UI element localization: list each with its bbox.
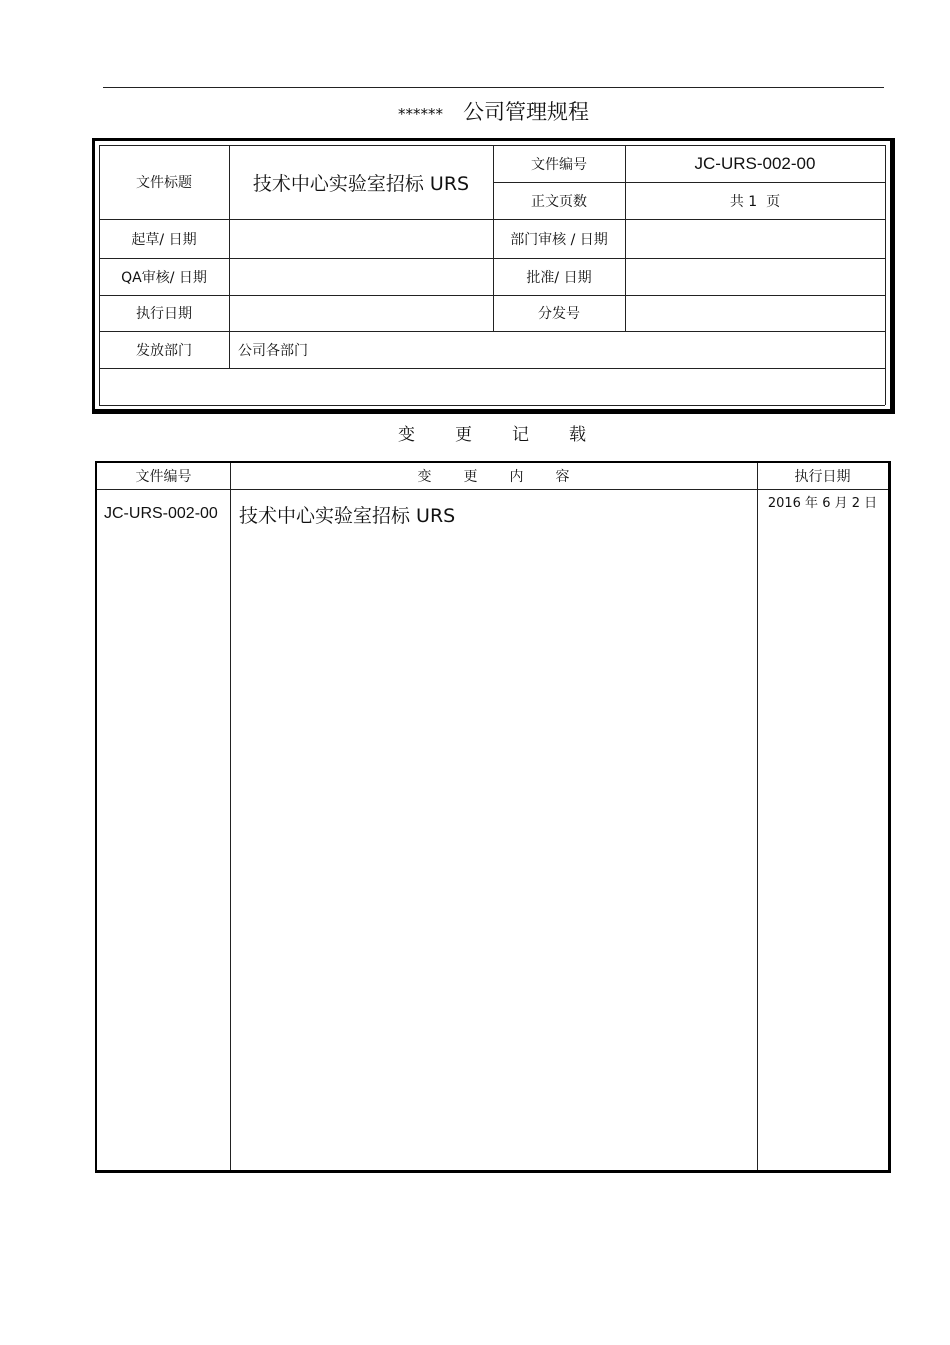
change-record-table xyxy=(95,461,891,1173)
draft-label: 起草/ 日期 xyxy=(131,231,197,248)
approve-label: 批准/ 日期 xyxy=(526,269,592,286)
record-content: 技术中心实验室招标 URS xyxy=(239,504,456,527)
col-header-exec-date: 执行日期 xyxy=(794,469,851,485)
record-exec-date: 2016 年 6 月 2 日 xyxy=(767,495,878,511)
release-dept-label: 发放部门 xyxy=(136,342,192,359)
blank-row xyxy=(99,368,885,405)
record-title xyxy=(92,420,892,445)
title-stars: ****** xyxy=(398,105,443,123)
col-header-content-char: 变 xyxy=(417,469,432,485)
dept-review-label: 部门审核 / 日期 xyxy=(510,231,608,248)
exec-date-value xyxy=(229,295,493,331)
record-title-char: 载 xyxy=(569,425,586,445)
record-title-char: 更 xyxy=(455,425,472,445)
approve-value xyxy=(625,258,885,295)
header-rule xyxy=(103,87,884,88)
record-title-char: 变 xyxy=(398,425,415,445)
doc-title-value: 技术中心实验室招标 URS xyxy=(252,172,470,195)
pages-label: 正文页数 xyxy=(531,193,587,210)
col-header-content-char: 容 xyxy=(555,469,570,485)
title-text: 公司管理规程 xyxy=(463,100,589,124)
col-header-content xyxy=(230,463,757,489)
dist-no-label: 分发号 xyxy=(538,306,580,322)
col-header-content-char: 更 xyxy=(463,469,478,485)
draft-value xyxy=(229,219,493,258)
qa-value xyxy=(229,258,493,295)
doc-no-value: JC-URS-002-00 xyxy=(694,153,816,173)
record-doc-no: JC-URS-002-00 xyxy=(104,505,218,522)
record-title-char: 记 xyxy=(512,425,529,445)
qa-label: QA审核/ 日期 xyxy=(121,269,207,286)
page-title xyxy=(103,96,884,128)
col-header-content-char: 内 xyxy=(509,469,524,485)
info-table xyxy=(92,138,895,414)
dist-no-value xyxy=(625,295,885,331)
exec-date-label: 执行日期 xyxy=(136,306,192,322)
doc-no-label: 文件编号 xyxy=(531,156,587,173)
dept-review-value xyxy=(625,219,885,258)
doc-title-label: 文件标题 xyxy=(136,175,192,191)
pages-value: 共 1 页 xyxy=(729,193,781,210)
release-dept-value: 公司各部门 xyxy=(238,342,308,359)
col-header-doc-no: 文件编号 xyxy=(135,469,192,485)
